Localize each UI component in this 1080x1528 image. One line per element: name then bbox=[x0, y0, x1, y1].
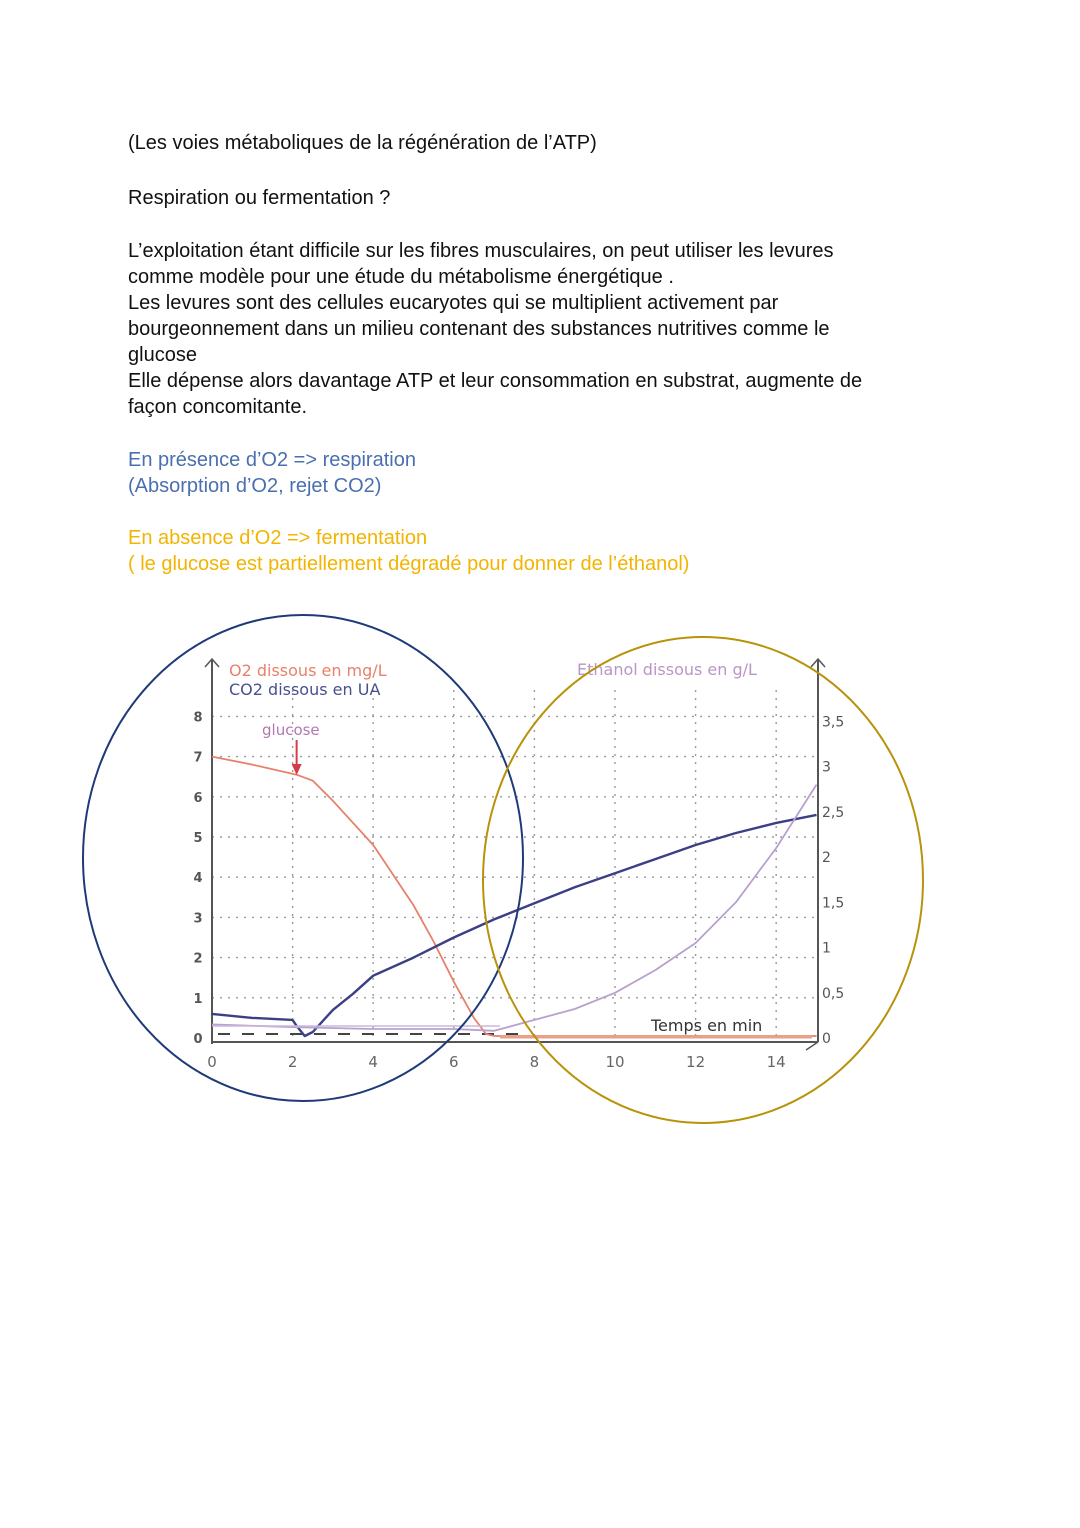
chart-overlays bbox=[83, 615, 923, 1123]
section-question: Respiration ou fermentation ? bbox=[128, 187, 391, 209]
y-left-tick-label: 6 bbox=[193, 790, 203, 806]
x-tick-label: 10 bbox=[605, 1053, 625, 1071]
paragraph-line: façon concomitante. bbox=[128, 396, 307, 418]
glucose-annotation: glucose bbox=[262, 721, 320, 739]
paragraph-line: Elle dépense alors davantage ATP et leur consommation en substrat, augmente de bbox=[128, 370, 863, 392]
y-right-tick-label: 1,5 bbox=[822, 895, 845, 912]
chart-series bbox=[212, 740, 817, 1037]
x-tick-label: 2 bbox=[287, 1053, 298, 1071]
fermentation-detail: ( le glucose est partiellement dégradé pour donner de l’éthanol) bbox=[128, 553, 690, 575]
series-o2-line bbox=[212, 757, 817, 1036]
y-left-tick-label: 5 bbox=[193, 831, 203, 846]
y-right-tick-label: 2 bbox=[822, 850, 831, 866]
x-tick-label: 14 bbox=[766, 1053, 786, 1071]
y-left-tick-label: 3 bbox=[193, 911, 203, 927]
respiration-line: En présence d’O2 => respiration bbox=[128, 449, 416, 471]
y-left-tick-label: 2 bbox=[193, 951, 203, 967]
y-left-tick-label: 1 bbox=[193, 991, 203, 1007]
legend-co2: CO2 dissous en UA bbox=[229, 680, 381, 699]
x-tick-label: 12 bbox=[686, 1053, 706, 1071]
fermentation-circle bbox=[483, 637, 923, 1123]
chart-grid bbox=[212, 690, 818, 1038]
y-left-tick-label: 8 bbox=[193, 710, 203, 726]
y-right-tick-label: 2,5 bbox=[822, 804, 845, 821]
x-axis-label: Temps en min bbox=[651, 1016, 763, 1035]
x-tick-label: 4 bbox=[368, 1053, 378, 1071]
x-tick-label: 8 bbox=[529, 1053, 540, 1071]
y-right-tick-label: 1 bbox=[822, 940, 831, 957]
paragraph-line: glucose bbox=[128, 344, 197, 366]
y-left-tick-label: 4 bbox=[193, 871, 203, 887]
paragraph-line: L’exploitation étant difficile sur les fibres musculaires, on peut utiliser les levures bbox=[128, 240, 834, 262]
respiration-detail: (Absorption d’O2, rejet CO2) bbox=[128, 475, 382, 497]
paragraph-line: Les levures sont des cellules eucaryotes qui se multiplient activement par bbox=[128, 292, 779, 314]
y-right-tick-label: 3 bbox=[822, 759, 831, 776]
paragraph-line: bourgeonnement dans un milieu contenant des substances nutritives comme le bbox=[128, 318, 830, 340]
fermentation-line: En absence d’O2 => fermentation bbox=[128, 527, 428, 549]
series-ethanol-line bbox=[212, 785, 817, 1031]
paragraph-line: comme modèle pour une étude du métabolisme énergétique . bbox=[128, 266, 674, 288]
legend-ethanol: Ethanol dissous en g/L bbox=[577, 660, 757, 679]
right-arrow-icon bbox=[806, 1042, 818, 1050]
x-tick-label: 6 bbox=[449, 1053, 459, 1071]
x-tick-label: 0 bbox=[207, 1053, 217, 1071]
y-left-tick-label: 0 bbox=[193, 1032, 203, 1047]
document-title: (Les voies métaboliques de la régénération de l’ATP) bbox=[128, 132, 597, 154]
y-right-tick-label: 0,5 bbox=[822, 985, 845, 1002]
y-right-tick-label: 0 bbox=[822, 1031, 831, 1047]
y-right-tick-label: 3,5 bbox=[822, 714, 845, 731]
legend-o2: O2 dissous en mg/L bbox=[229, 661, 387, 680]
y-left-tick-label: 7 bbox=[193, 750, 203, 766]
